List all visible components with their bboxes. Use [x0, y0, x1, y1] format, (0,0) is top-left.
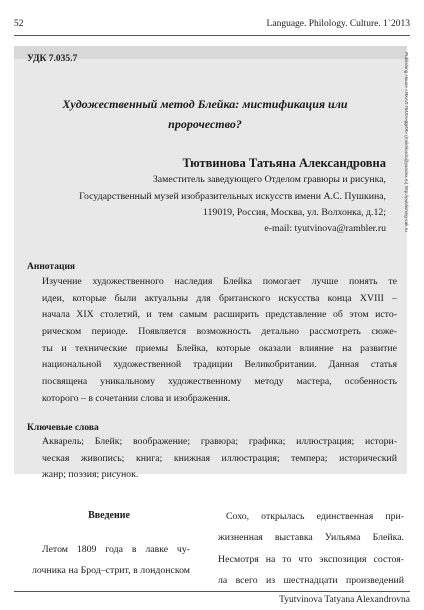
author-name: Тютвинова Татьяна Александровна	[182, 156, 386, 170]
abstract-line: посвящена уникальному художественному методу мастера, особенность	[42, 376, 397, 388]
udk-code: УДК 7.035.7	[27, 54, 78, 64]
abstract-line: национальной художественной традиции Великобритании. Данная статья	[42, 359, 397, 371]
abstract-line: которого – в сочетании слова и изображения.	[42, 392, 231, 404]
body-line: Летом 1809 года в лавке чу-	[42, 544, 190, 555]
affiliation-line: Заместитель заведующего Отделом гравюры и рисунка,	[152, 174, 386, 185]
keywords-line: жанр; поэзия; рисунок.	[42, 469, 139, 481]
abstract-line: Изучение художественного наследия Блейка помогает лучше понять те	[42, 276, 397, 287]
running-header	[14, 19, 410, 33]
article-title-line-1: Художественный метод Блейка: мистификация или	[62, 97, 348, 111]
footer-rule	[14, 591, 410, 592]
affiliation-line: Государственный музей изобразительных искусств имени А.С. Пушкина,	[79, 191, 386, 202]
keywords-line: ческая живопись; книга; книжная иллюстрация; темпера; исторический	[42, 452, 397, 464]
keywords-text	[42, 434, 397, 484]
journal-title: Language. Philology. Culture. 1`2013	[266, 19, 410, 29]
body-line: жизненная выставка Уильяма Блейка.	[218, 532, 404, 544]
abstract-line: начала XIX столетий, и тем самым расширить представление об этом исто-	[42, 309, 397, 321]
article-title-line-2: пророчество?	[168, 117, 242, 131]
abstract-line: рическом периоде. Появляется возможность детально рассмотреть сюже-	[42, 326, 397, 338]
header-rule	[14, 35, 410, 36]
affiliation-line: 119019, Россия, Москва, ул. Волхонка, д.12;	[202, 207, 386, 218]
abstract-line: идеи, которые были актуальны для британского искусства конца XVIII –	[42, 292, 397, 304]
footer-author: Tyutvinova Tatyana Alexandrovna	[279, 595, 410, 605]
abstract-text	[42, 274, 397, 408]
page-number: 52	[14, 19, 24, 29]
body-line: лочника на Брод–стрит, в лондонском	[32, 565, 190, 577]
author-email: e-mail: tyutvinova@rambler.ru	[264, 223, 386, 234]
publisher-side-imprint: Publishing House «ЯХАЛ-ПИЛАНДИЯ» (rmikhlordc@yandex.ru) http://publishing-vak.ru	[404, 52, 409, 232]
body-line: Сохо, открылась единственная при-	[226, 511, 404, 522]
keywords-heading: Ключевые слова	[27, 423, 99, 433]
introduction-heading: Введение	[88, 510, 130, 521]
abstract-line: ты и технические приемы Блейка, которые оказали влияние на развитие	[42, 342, 397, 354]
body-line: ла всего из шестнадцати произведений	[218, 574, 404, 586]
body-line: Несмотря на то что экспозиция состоя-	[218, 553, 404, 565]
body-column-left	[32, 539, 190, 582]
abstract-heading: Аннотация	[27, 262, 76, 272]
body-column-right	[218, 506, 404, 591]
keywords-line: Акварель; Блейк; воображение; гравюра; графика; иллюстрация; истори-	[42, 436, 397, 447]
